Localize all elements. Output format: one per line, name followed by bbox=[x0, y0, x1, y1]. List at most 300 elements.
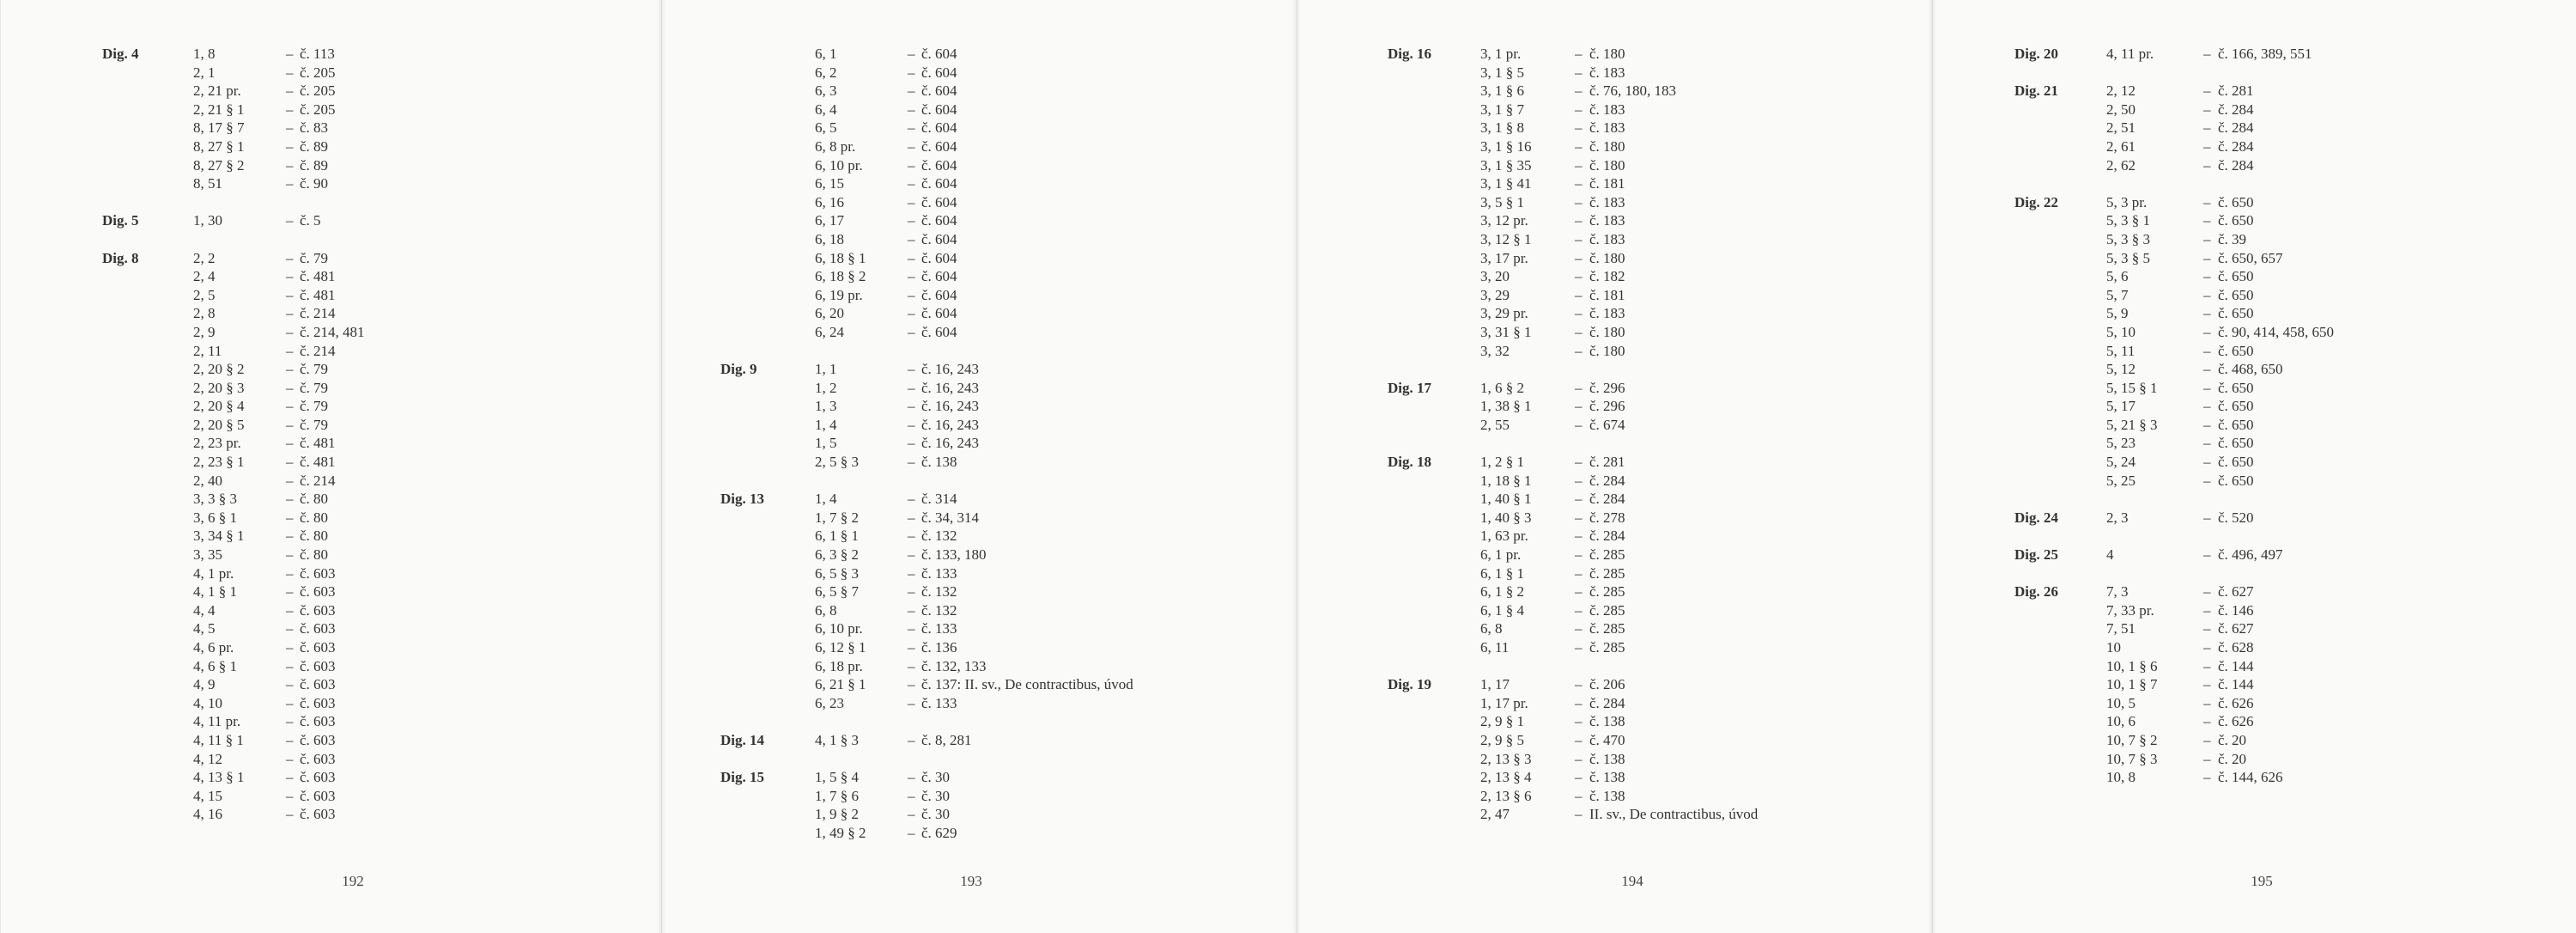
case-number-citation: č. 604 bbox=[921, 305, 957, 322]
separator-dash: – bbox=[1575, 731, 1583, 748]
index-entry bbox=[1933, 267, 2576, 286]
index-entry bbox=[1297, 731, 1932, 750]
passage-reference: 4, 16 bbox=[193, 806, 222, 823]
passage-reference: 6, 10 pr. bbox=[815, 620, 863, 637]
case-number-citation: č. 603 bbox=[300, 657, 336, 674]
index-entry bbox=[1297, 694, 1932, 713]
passage-reference: 6, 2 bbox=[815, 64, 837, 81]
case-number-citation: č. 650 bbox=[2218, 435, 2254, 452]
index-entry bbox=[1, 397, 661, 416]
passage-reference: 7, 51 bbox=[2106, 620, 2136, 637]
separator-dash: – bbox=[286, 601, 294, 619]
separator-dash: – bbox=[1575, 454, 1583, 471]
case-number-citation: č. 113 bbox=[300, 46, 335, 62]
case-number-citation: č. 604 bbox=[921, 101, 957, 118]
case-number-citation: č. 76, 180, 183 bbox=[1589, 82, 1677, 100]
passage-reference: 2, 13 § 3 bbox=[1480, 750, 1532, 767]
case-number-citation: č. 481 bbox=[300, 286, 336, 303]
separator-dash: – bbox=[1575, 286, 1583, 303]
index-entry bbox=[662, 768, 1297, 787]
index-entry bbox=[1, 675, 661, 694]
index-entry bbox=[1297, 342, 1932, 361]
passage-reference: 5, 3 pr. bbox=[2106, 193, 2148, 210]
index-group bbox=[1933, 509, 2576, 527]
case-number-citation: č. 16, 243 bbox=[921, 361, 980, 378]
passage-reference: 3, 35 bbox=[193, 546, 222, 564]
separator-dash: – bbox=[908, 509, 915, 526]
index-entry bbox=[662, 82, 1297, 101]
index-entry bbox=[662, 564, 1297, 583]
index-entry bbox=[1, 638, 661, 657]
passage-reference: 2, 21 § 1 bbox=[193, 101, 245, 118]
passage-reference: 2, 40 bbox=[193, 472, 222, 489]
digest-book-label: Dig. 25 bbox=[2014, 546, 2058, 564]
separator-dash: – bbox=[286, 82, 294, 100]
separator-dash: – bbox=[2203, 676, 2211, 693]
passage-reference: 2, 2 bbox=[193, 249, 216, 266]
index-entry bbox=[1933, 119, 2576, 137]
case-number-citation: č. 284 bbox=[1589, 527, 1625, 545]
case-number-citation: č. 603 bbox=[300, 694, 336, 711]
passage-reference: 5, 3 § 5 bbox=[2106, 249, 2150, 266]
digest-book-label: Dig. 16 bbox=[1388, 46, 1431, 62]
case-number-citation: č. 603 bbox=[300, 731, 336, 748]
separator-dash: – bbox=[286, 212, 294, 229]
separator-dash: – bbox=[286, 787, 294, 804]
separator-dash: – bbox=[2203, 769, 2211, 786]
index-entry bbox=[1297, 119, 1932, 137]
separator-dash: – bbox=[286, 713, 294, 730]
separator-dash: – bbox=[908, 564, 915, 582]
index-entry bbox=[1933, 434, 2576, 453]
separator-dash: – bbox=[1575, 491, 1583, 508]
index-entry bbox=[662, 360, 1297, 379]
separator-dash: – bbox=[908, 676, 915, 693]
case-number-citation: č. 603 bbox=[300, 564, 336, 582]
case-number-citation: č. 79 bbox=[300, 361, 329, 378]
digest-book-label: Dig. 26 bbox=[2014, 583, 2058, 601]
passage-reference: 10, 1 § 6 bbox=[2106, 657, 2158, 674]
index-entry bbox=[1933, 416, 2576, 435]
separator-dash: – bbox=[286, 731, 294, 748]
case-number-citation: č. 470 bbox=[1589, 731, 1625, 748]
separator-dash: – bbox=[1575, 601, 1583, 619]
passage-reference: 6, 4 bbox=[815, 101, 837, 118]
case-number-citation: č. 604 bbox=[921, 175, 957, 192]
index-entry bbox=[662, 397, 1297, 416]
passage-reference: 3, 29 bbox=[1480, 286, 1510, 303]
case-number-citation: č. 133 bbox=[921, 564, 957, 582]
case-number-citation: č. 627 bbox=[2218, 583, 2254, 601]
index-entry bbox=[1297, 82, 1932, 101]
separator-dash: – bbox=[1575, 713, 1583, 730]
passage-reference: 5, 23 bbox=[2106, 435, 2136, 452]
case-number-citation: č. 183 bbox=[1589, 64, 1625, 81]
digest-book-label: Dig. 24 bbox=[2014, 509, 2058, 526]
separator-dash: – bbox=[2203, 212, 2211, 229]
index-entry bbox=[1297, 304, 1932, 323]
separator-dash: – bbox=[2203, 639, 2211, 656]
digest-book-label: Dig. 13 bbox=[720, 491, 764, 508]
separator-dash: – bbox=[1575, 527, 1583, 545]
separator-dash: – bbox=[2203, 101, 2211, 118]
index-entry bbox=[1, 342, 661, 361]
case-number-citation: č. 83 bbox=[300, 119, 329, 137]
case-number-citation: č. 314 bbox=[921, 491, 957, 508]
separator-dash: – bbox=[1575, 212, 1583, 229]
passage-reference: 2, 3 bbox=[2106, 509, 2129, 526]
case-number-citation: č. 285 bbox=[1589, 620, 1625, 637]
case-number-citation: č. 136 bbox=[921, 639, 957, 656]
passage-reference: 2, 5 bbox=[193, 286, 216, 303]
case-number-citation: č. 132 bbox=[921, 527, 957, 545]
index-entry bbox=[1933, 712, 2576, 731]
separator-dash: – bbox=[286, 620, 294, 637]
index-entry bbox=[1, 156, 661, 175]
index-entry bbox=[1297, 601, 1932, 620]
index-entry bbox=[1933, 675, 2576, 694]
index-group bbox=[1933, 193, 2576, 491]
separator-dash: – bbox=[286, 454, 294, 471]
separator-dash: – bbox=[908, 435, 915, 452]
passage-reference: 6, 24 bbox=[815, 323, 844, 340]
index-entry bbox=[662, 453, 1297, 472]
index-entry bbox=[662, 45, 1297, 64]
separator-dash: – bbox=[2203, 249, 2211, 266]
case-number-citation: č. 650 bbox=[2218, 193, 2254, 210]
case-number-citation: č. 180 bbox=[1589, 46, 1625, 62]
separator-dash: – bbox=[1575, 769, 1583, 786]
case-number-citation: č. 182 bbox=[1589, 268, 1625, 285]
digest-book-label: Dig. 17 bbox=[1388, 379, 1431, 396]
index-entry bbox=[1933, 731, 2576, 750]
index-entry bbox=[1, 45, 661, 64]
passage-reference: 3, 1 § 41 bbox=[1480, 175, 1532, 192]
case-number-citation: č. 603 bbox=[300, 639, 336, 656]
index-entry bbox=[1933, 472, 2576, 491]
digest-book-label: Dig. 15 bbox=[720, 769, 764, 786]
index-entry bbox=[1297, 397, 1932, 416]
passage-reference: 10, 8 bbox=[2106, 769, 2136, 786]
index-entry bbox=[1933, 211, 2576, 230]
index-entry bbox=[1933, 582, 2576, 601]
digest-book-label: Dig. 5 bbox=[102, 212, 139, 229]
passage-reference: 3, 1 § 35 bbox=[1480, 156, 1532, 174]
separator-dash: – bbox=[908, 806, 915, 823]
case-number-citation: č. 8, 281 bbox=[921, 731, 972, 748]
index-entry bbox=[1, 768, 661, 787]
separator-dash: – bbox=[286, 286, 294, 303]
passage-reference: 2, 1 bbox=[193, 64, 216, 81]
index-entry bbox=[1, 360, 661, 379]
passage-reference: 1, 2 § 1 bbox=[1480, 454, 1524, 471]
index-entry bbox=[662, 101, 1297, 119]
index-group bbox=[662, 768, 1297, 842]
index-entry bbox=[1, 64, 661, 82]
separator-dash: – bbox=[908, 620, 915, 637]
separator-dash: – bbox=[286, 472, 294, 489]
case-number-citation: č. 138 bbox=[1589, 750, 1625, 767]
separator-dash: – bbox=[1575, 193, 1583, 210]
passage-reference: 10, 7 § 2 bbox=[2106, 731, 2158, 748]
index-entry bbox=[662, 323, 1297, 342]
case-number-citation: č. 278 bbox=[1589, 509, 1625, 526]
separator-dash: – bbox=[2203, 137, 2211, 155]
passage-reference: 6, 5 § 7 bbox=[815, 583, 859, 601]
passage-reference: 3, 1 § 8 bbox=[1480, 119, 1524, 137]
separator-dash: – bbox=[286, 64, 294, 81]
passage-reference: 6, 5 bbox=[815, 119, 837, 137]
index-entry bbox=[1297, 638, 1932, 657]
case-number-citation: č. 284 bbox=[1589, 694, 1625, 711]
passage-reference: 1, 5 § 4 bbox=[815, 769, 859, 786]
passage-reference: 6, 1 § 4 bbox=[1480, 601, 1524, 619]
passage-reference: 1, 38 § 1 bbox=[1480, 398, 1532, 415]
index-entry bbox=[1, 119, 661, 137]
passage-reference: 4, 11 § 1 bbox=[193, 731, 244, 748]
separator-dash: – bbox=[1575, 230, 1583, 247]
separator-dash: – bbox=[1575, 787, 1583, 804]
page-194 bbox=[1297, 0, 1932, 933]
separator-dash: – bbox=[908, 175, 915, 192]
separator-dash: – bbox=[1575, 342, 1583, 359]
index-entry bbox=[1297, 101, 1932, 119]
separator-dash: – bbox=[2203, 230, 2211, 247]
separator-dash: – bbox=[1575, 676, 1583, 693]
separator-dash: – bbox=[2203, 583, 2211, 601]
index-column bbox=[1933, 45, 2576, 787]
passage-reference: 6, 8 bbox=[815, 601, 837, 619]
separator-dash: – bbox=[2203, 657, 2211, 674]
passage-reference: 2, 8 bbox=[193, 305, 216, 322]
separator-dash: – bbox=[2203, 379, 2211, 396]
index-entry bbox=[1933, 750, 2576, 769]
separator-dash: – bbox=[1575, 82, 1583, 100]
index-entry bbox=[1, 731, 661, 750]
digest-book-label: Dig. 4 bbox=[102, 46, 139, 62]
index-entry bbox=[1297, 675, 1932, 694]
index-entry bbox=[1, 490, 661, 509]
passage-reference: 6, 18 § 1 bbox=[815, 249, 866, 266]
index-entry bbox=[1933, 397, 2576, 416]
separator-dash: – bbox=[1575, 583, 1583, 601]
passage-reference: 6, 5 § 3 bbox=[815, 564, 859, 582]
separator-dash: – bbox=[1575, 694, 1583, 711]
separator-dash: – bbox=[908, 639, 915, 656]
index-entry bbox=[1297, 472, 1932, 491]
separator-dash: – bbox=[2203, 694, 2211, 711]
passage-reference: 5, 9 bbox=[2106, 305, 2129, 322]
case-number-citation: č. 626 bbox=[2218, 713, 2254, 730]
index-entry bbox=[1297, 193, 1932, 212]
case-number-citation: č. 166, 389, 551 bbox=[2218, 46, 2312, 62]
index-entry bbox=[1297, 527, 1932, 546]
separator-dash: – bbox=[286, 361, 294, 378]
case-number-citation: č. 496, 497 bbox=[2218, 546, 2283, 564]
index-entry bbox=[1933, 694, 2576, 713]
case-number-citation: č. 604 bbox=[921, 193, 957, 210]
index-group bbox=[662, 45, 1297, 342]
separator-dash: – bbox=[908, 601, 915, 619]
case-number-citation: č. 180 bbox=[1589, 323, 1625, 340]
passage-reference: 2, 9 § 1 bbox=[1480, 713, 1524, 730]
passage-reference: 8, 17 § 7 bbox=[193, 119, 245, 137]
index-entry bbox=[1933, 379, 2576, 398]
passage-reference: 4, 11 pr. bbox=[193, 713, 241, 730]
separator-dash: – bbox=[908, 268, 915, 285]
passage-reference: 3, 12 § 1 bbox=[1480, 230, 1532, 247]
index-entry bbox=[662, 805, 1297, 824]
separator-dash: – bbox=[1575, 119, 1583, 137]
index-entry bbox=[1, 546, 661, 564]
case-number-citation: č. 214 bbox=[300, 305, 336, 322]
passage-reference: 5, 7 bbox=[2106, 286, 2129, 303]
separator-dash: – bbox=[2203, 323, 2211, 340]
separator-dash: – bbox=[2203, 435, 2211, 452]
index-group bbox=[1297, 45, 1932, 360]
index-entry bbox=[1, 434, 661, 453]
separator-dash: – bbox=[908, 119, 915, 137]
index-entry bbox=[1933, 249, 2576, 268]
passage-reference: 6, 1 § 2 bbox=[1480, 583, 1524, 601]
index-entry bbox=[662, 174, 1297, 193]
separator-dash: – bbox=[2203, 286, 2211, 303]
separator-dash: – bbox=[908, 694, 915, 711]
passage-reference: 6, 1 pr. bbox=[1480, 546, 1522, 564]
passage-reference: 2, 55 bbox=[1480, 416, 1510, 433]
separator-dash: – bbox=[908, 101, 915, 118]
passage-reference: 5, 12 bbox=[2106, 361, 2136, 378]
case-number-citation: č. 284 bbox=[2218, 156, 2254, 174]
case-number-citation: č. 284 bbox=[2218, 137, 2254, 155]
case-number-citation: č. 79 bbox=[300, 398, 329, 415]
index-entry bbox=[662, 286, 1297, 305]
separator-dash: – bbox=[2203, 454, 2211, 471]
separator-dash: – bbox=[1575, 305, 1583, 322]
passage-reference: 4, 5 bbox=[193, 620, 216, 637]
case-number-citation: č. 520 bbox=[2218, 509, 2254, 526]
separator-dash: – bbox=[2203, 156, 2211, 174]
separator-dash: – bbox=[286, 806, 294, 823]
case-number-citation: č. 138 bbox=[1589, 713, 1625, 730]
index-entry bbox=[1, 379, 661, 398]
case-number-citation: č. 627 bbox=[2218, 620, 2254, 637]
index-entry bbox=[1, 619, 661, 638]
separator-dash: – bbox=[908, 305, 915, 322]
case-number-citation: č. 214 bbox=[300, 342, 336, 359]
passage-reference: 2, 20 § 2 bbox=[193, 361, 245, 378]
case-number-citation: č. 604 bbox=[921, 249, 957, 266]
index-entry bbox=[1297, 416, 1932, 435]
digest-book-label: Dig. 19 bbox=[1388, 676, 1431, 693]
case-number-citation: č. 183 bbox=[1589, 119, 1625, 137]
case-number-citation: č. 284 bbox=[1589, 491, 1625, 508]
case-number-citation: č. 650, 657 bbox=[2218, 249, 2283, 266]
case-number-citation: č. 144 bbox=[2218, 657, 2254, 674]
page-number: 194 bbox=[1621, 873, 1643, 889]
separator-dash: – bbox=[2203, 268, 2211, 285]
passage-reference: 2, 11 bbox=[193, 342, 222, 359]
passage-reference: 1, 7 § 6 bbox=[815, 787, 859, 804]
passage-reference: 6, 1 § 1 bbox=[1480, 564, 1524, 582]
index-entry bbox=[1933, 546, 2576, 564]
separator-dash: – bbox=[2203, 620, 2211, 637]
case-number-citation: č. 604 bbox=[921, 212, 957, 229]
case-number-citation: č. 285 bbox=[1589, 546, 1625, 564]
index-entry bbox=[1, 174, 661, 193]
passage-reference: 1, 49 § 2 bbox=[815, 824, 866, 841]
passage-reference: 2, 20 § 4 bbox=[193, 398, 245, 415]
passage-reference: 10, 5 bbox=[2106, 694, 2136, 711]
case-number-citation: č. 650 bbox=[2218, 212, 2254, 229]
case-number-citation: č. 603 bbox=[300, 620, 336, 637]
index-group bbox=[662, 731, 1297, 750]
separator-dash: – bbox=[2203, 546, 2211, 564]
separator-dash: – bbox=[1575, 268, 1583, 285]
passage-reference: 3, 5 § 1 bbox=[1480, 193, 1524, 210]
case-number-citation: č. 205 bbox=[300, 101, 336, 118]
index-entry bbox=[662, 546, 1297, 564]
case-number-citation: č. 80 bbox=[300, 491, 329, 508]
separator-dash: – bbox=[908, 731, 915, 748]
passage-reference: 1, 3 bbox=[815, 398, 837, 415]
index-entry bbox=[1, 582, 661, 601]
case-number-citation: č. 30 bbox=[921, 787, 951, 804]
separator-dash: – bbox=[908, 416, 915, 433]
case-number-citation: č. 183 bbox=[1589, 230, 1625, 247]
case-number-citation: č. 650 bbox=[2218, 454, 2254, 471]
separator-dash: – bbox=[2203, 398, 2211, 415]
passage-reference: 2, 47 bbox=[1480, 806, 1510, 823]
index-entry bbox=[1297, 509, 1932, 527]
index-entry bbox=[1297, 64, 1932, 82]
passage-reference: 3, 1 § 5 bbox=[1480, 64, 1524, 81]
index-entry bbox=[662, 230, 1297, 249]
index-entry bbox=[662, 509, 1297, 527]
index-entry bbox=[1933, 453, 2576, 472]
passage-reference: 2, 20 § 3 bbox=[193, 379, 245, 396]
case-number-citation: č. 183 bbox=[1589, 212, 1625, 229]
index-entry bbox=[1, 416, 661, 435]
index-entry bbox=[1933, 360, 2576, 379]
index-entry bbox=[1297, 582, 1932, 601]
separator-dash: – bbox=[286, 249, 294, 266]
case-number-citation: č. 16, 243 bbox=[921, 435, 980, 452]
case-number-citation: č. 628 bbox=[2218, 639, 2254, 656]
index-group bbox=[1, 211, 661, 230]
case-number-citation: č. 133, 180 bbox=[921, 546, 987, 564]
passage-reference: 10 bbox=[2106, 639, 2121, 656]
index-entry bbox=[662, 787, 1297, 806]
page-195 bbox=[1932, 0, 2576, 933]
case-number-citation: č. 603 bbox=[300, 601, 336, 619]
passage-reference: 6, 3 § 2 bbox=[815, 546, 859, 564]
separator-dash: – bbox=[286, 435, 294, 452]
page-192 bbox=[0, 0, 661, 933]
case-number-citation: č. 30 bbox=[921, 806, 951, 823]
separator-dash: – bbox=[908, 46, 915, 62]
index-entry bbox=[662, 694, 1297, 713]
passage-reference: 2, 5 § 3 bbox=[815, 454, 859, 471]
separator-dash: – bbox=[908, 657, 915, 674]
passage-reference: 4, 12 bbox=[193, 750, 222, 767]
separator-dash: – bbox=[1575, 137, 1583, 155]
index-entry bbox=[662, 601, 1297, 620]
page-number: 193 bbox=[960, 873, 982, 889]
separator-dash: – bbox=[908, 137, 915, 155]
separator-dash: – bbox=[2203, 193, 2211, 210]
passage-reference: 1, 1 bbox=[815, 361, 837, 378]
